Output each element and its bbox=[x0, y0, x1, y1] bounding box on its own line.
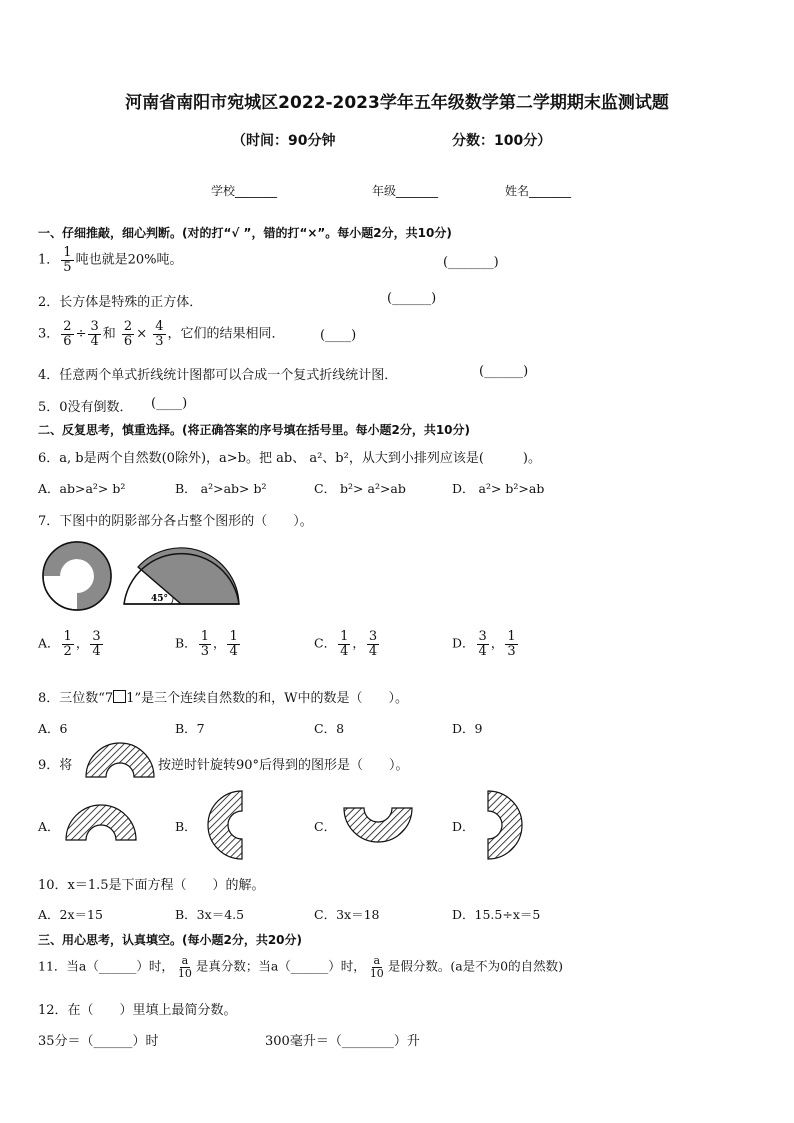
q6-option-c: C． b²> a²>ab bbox=[314, 481, 406, 496]
angle-label: 45° bbox=[151, 594, 169, 604]
question-5: 5．0没有倒数． bbox=[38, 400, 133, 415]
question-11: 11．当a（______）时， $\frac{a}{10}$ 是真分数；当a（______）时， $\frac{a}{10}$ 是假分数。(a是不为0的自然数) bbox=[38, 954, 563, 980]
name-field: 姓名_______ bbox=[505, 184, 572, 198]
q9-option-c-label: C． bbox=[314, 819, 337, 834]
q6-option-d: D． a²> b²>ab bbox=[452, 481, 545, 496]
q8-option-a: A．6 bbox=[38, 721, 68, 736]
question-8: 8．三位数“7 1”是三个连续自然数的和，W中的数是（ ）。 bbox=[38, 691, 408, 706]
q6-option-b: B． a²>ab> b² bbox=[175, 481, 267, 496]
question-5-blank: (____) bbox=[151, 396, 188, 411]
question-1-blank: (_______) bbox=[443, 255, 499, 270]
blank-box-icon bbox=[113, 690, 126, 703]
question-12-b: 300毫升＝（________）升 bbox=[265, 1034, 420, 1049]
question-7: 7．下图中的阴影部分各占整个图形的（ ）。 bbox=[38, 514, 313, 529]
question-10: 10．x＝1.5是下面方程（ ）的解。 bbox=[38, 878, 265, 893]
question-6: 6．a, b是两个自然数(0除外)，a>b。把 ab、 a²、b²，从大到小排列应该是( )。 bbox=[38, 451, 541, 466]
q9-option-d-label: D． bbox=[452, 819, 475, 834]
question-2-blank: (______) bbox=[387, 291, 437, 306]
question-9-text: 按逆时针旋转90°后得到的图形是（ ）。 bbox=[158, 758, 409, 773]
school-field: 学校_______ bbox=[211, 184, 278, 198]
q9-arch-figure bbox=[84, 741, 156, 779]
q8-option-d: D．9 bbox=[452, 721, 483, 736]
q8-option-b: B．7 bbox=[175, 721, 205, 736]
section-3-heading: 三、用心思考，认真填空。(每小题2分，共20分) bbox=[38, 933, 303, 947]
q10-option-a: A．2x＝15 bbox=[38, 907, 103, 922]
q9-option-b-figure bbox=[205, 790, 245, 860]
q9-option-b-label: B． bbox=[175, 819, 197, 834]
exam-score: 分数：100分） bbox=[452, 133, 552, 149]
question-4: 4．任意两个单式折线统计图都可以合成一个复式折线统计图． bbox=[38, 368, 398, 383]
grade-field: 年级_______ bbox=[372, 184, 439, 198]
q7-option-d: D． $\frac{3}{4}$ ， $\frac{1}{3}$ bbox=[452, 629, 516, 659]
question-1: 1． $\frac{1}{5}$ 吨也就是20%吨。 bbox=[38, 245, 183, 275]
question-2: 2．长方体是特殊的正方体． bbox=[38, 295, 203, 310]
question-4-blank: (______) bbox=[479, 364, 529, 379]
q10-option-c: C．3x＝18 bbox=[314, 907, 380, 922]
q10-option-d: D．15.5÷x＝5 bbox=[452, 907, 541, 922]
page-title: 河南省南阳市宛城区2022-2023学年五年级数学第二学期期末监测试题 bbox=[125, 93, 669, 113]
question-9-prefix: 9．将 bbox=[38, 758, 73, 773]
q7-option-a: A． $\frac{1}{2}$ ， $\frac{3}{4}$ bbox=[38, 629, 101, 659]
q10-option-b: B．3x＝4.5 bbox=[175, 907, 245, 922]
section-2-heading: 二、反复思考，慎重选择。(将正确答案的序号填在括号里。每小题2分，共10分) bbox=[38, 423, 471, 437]
question-12-a: 35分＝（______）时 bbox=[38, 1034, 159, 1049]
exam-time: （时间：90分钟 bbox=[232, 133, 336, 149]
q8-option-c: C．8 bbox=[314, 721, 345, 736]
q9-option-c-figure bbox=[342, 806, 414, 844]
q7-circle-figure bbox=[38, 540, 116, 612]
q6-option-a: A．ab>a²> b² bbox=[38, 481, 126, 496]
q9-option-a-figure bbox=[64, 804, 138, 842]
question-12: 12．在（ ）里填上最简分数。 bbox=[38, 1003, 237, 1018]
q7-option-c: C． $\frac{1}{4}$ ， $\frac{3}{4}$ bbox=[314, 629, 378, 659]
q7-option-b: B． $\frac{1}{3}$ ， $\frac{1}{4}$ bbox=[175, 629, 238, 659]
section-1-heading: 一、仔细推敲，细心判断。(对的打“√ ”，错的打“×”。每小题2分，共10分) bbox=[38, 226, 452, 240]
question-3-blank: (____) bbox=[320, 328, 357, 343]
q9-option-d-figure bbox=[485, 790, 525, 860]
q9-option-a-label: A． bbox=[38, 819, 60, 834]
question-3: 3． $\frac{2}{6}$ ÷ $\frac{3}{4}$ 和 $\frac{2}{6}$ × $\frac{4}{3}$ ，它们的结果相同． bbox=[38, 319, 285, 349]
q7-semicircle-figure bbox=[123, 545, 243, 607]
